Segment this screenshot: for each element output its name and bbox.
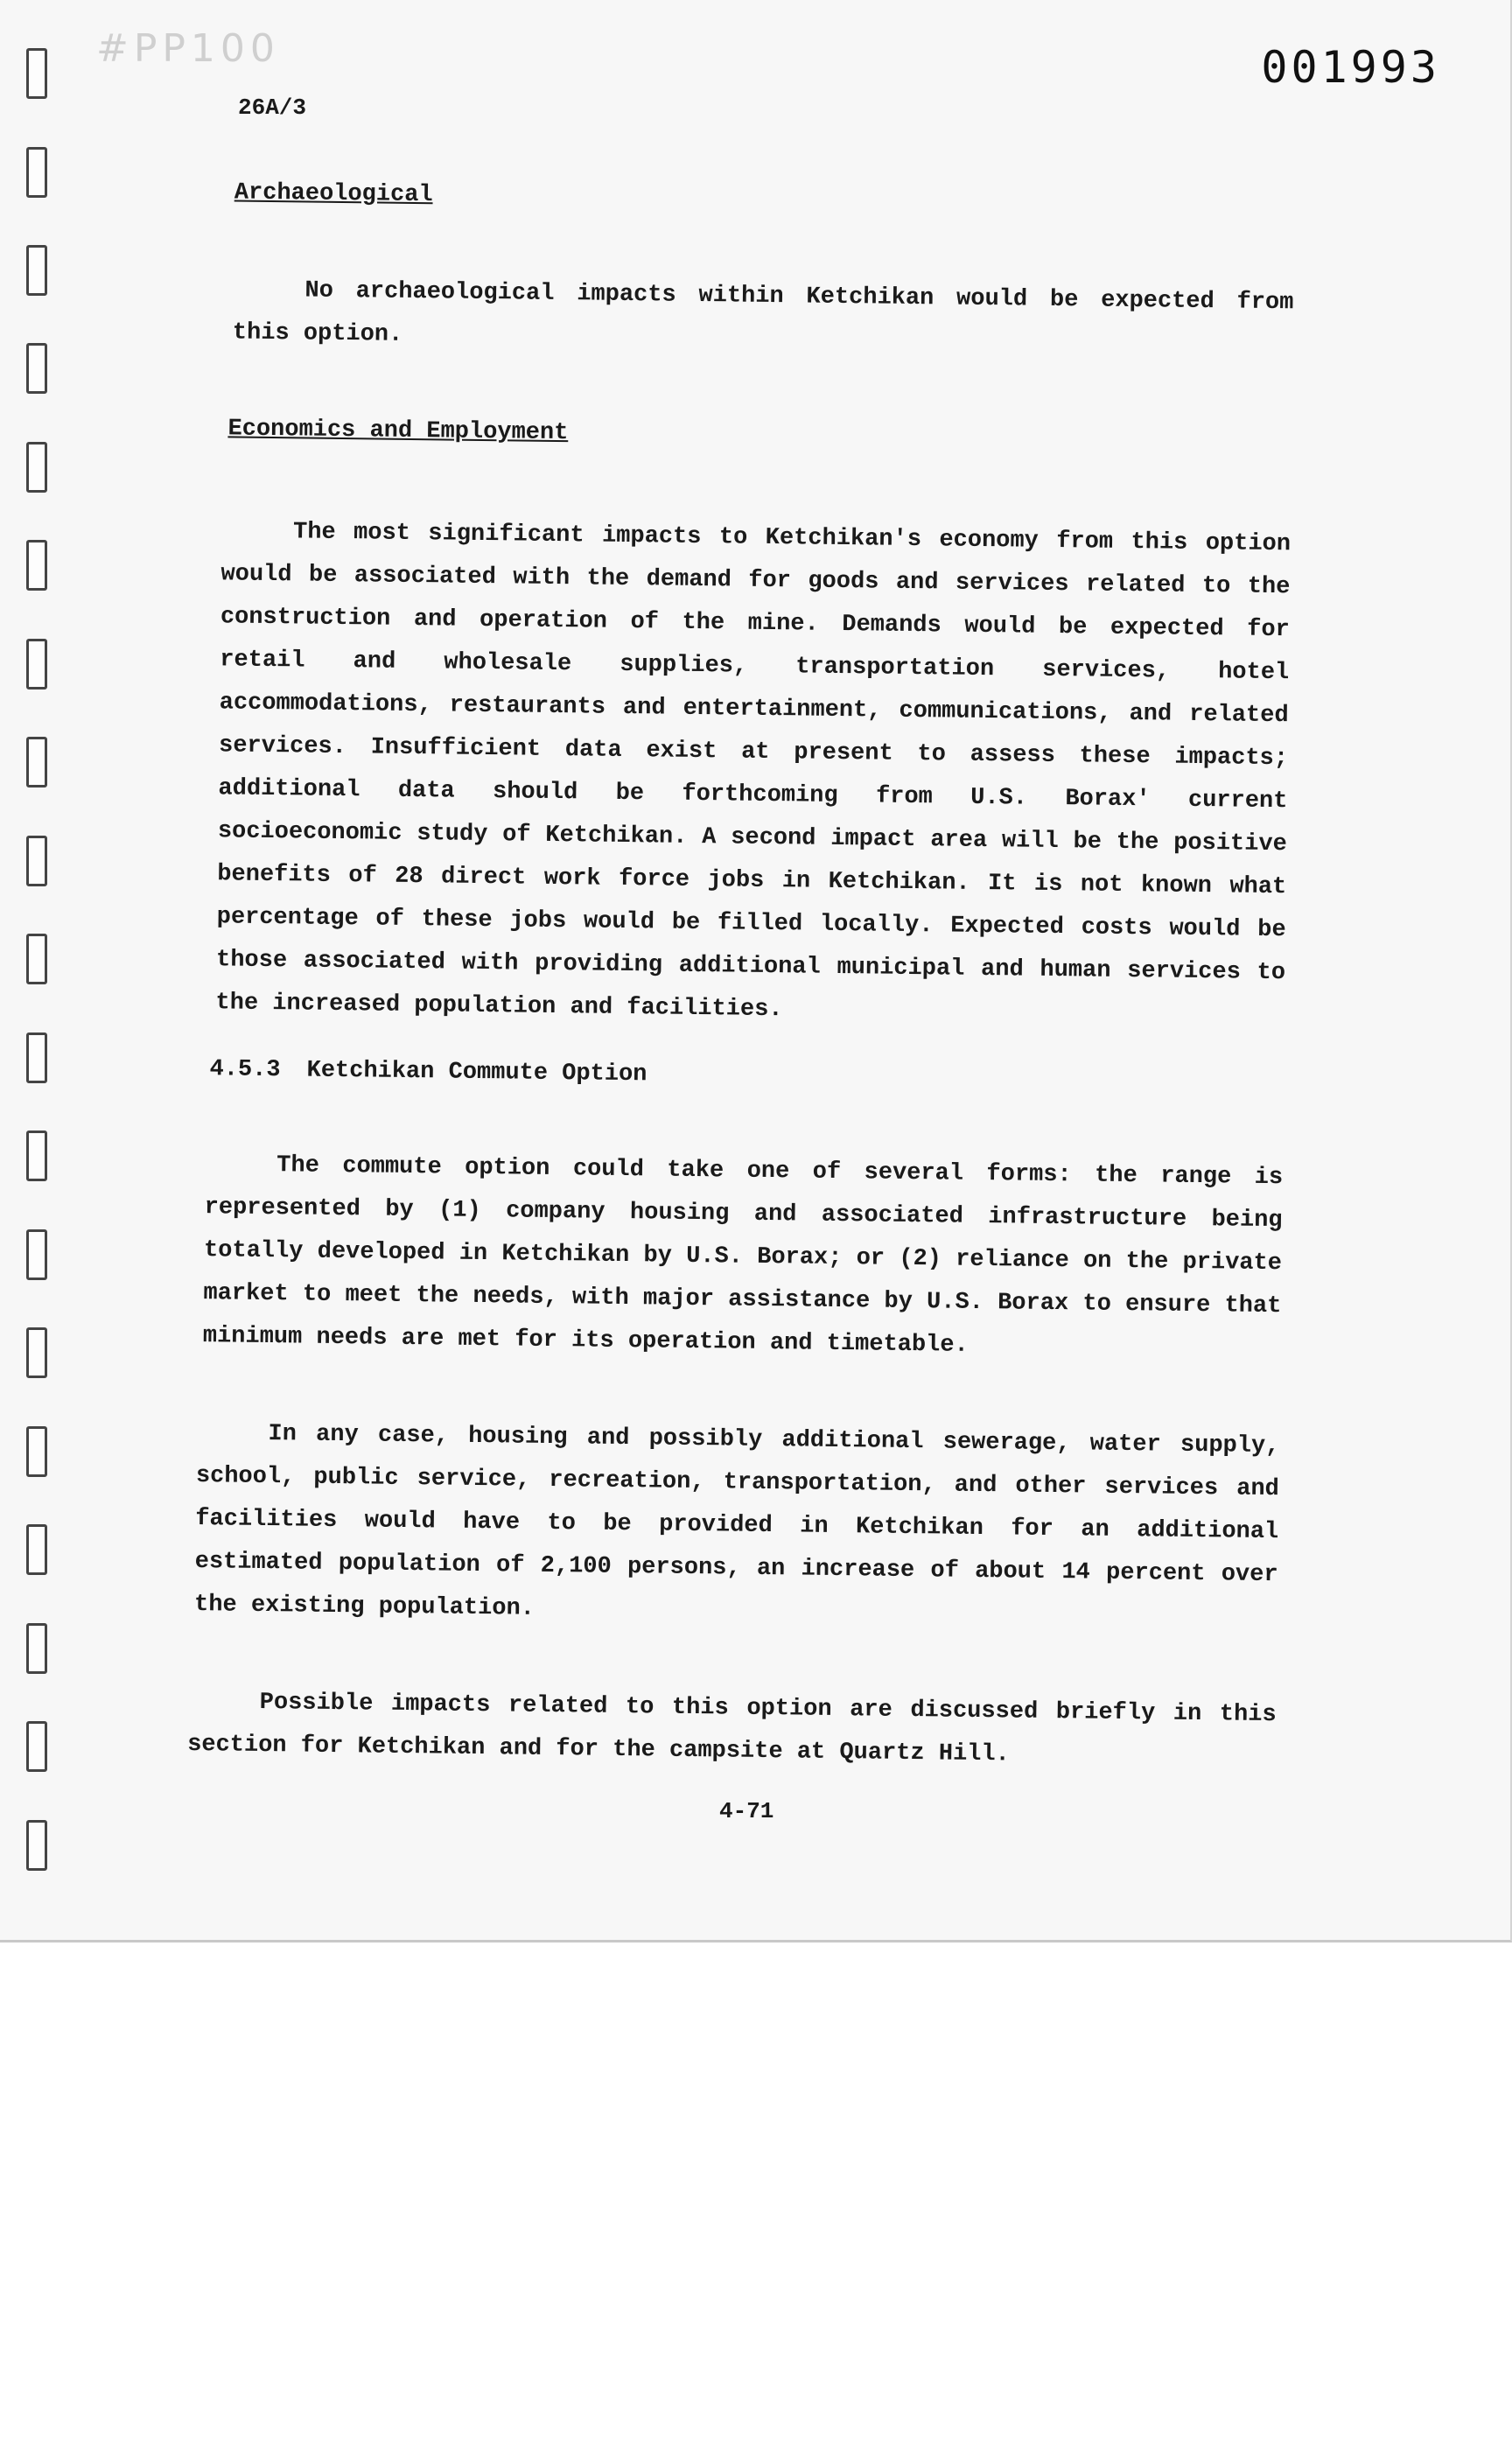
heading-economics-employment: Economics and Employment	[228, 416, 569, 447]
binder-hole	[26, 836, 47, 886]
section-title: Ketchikan Commute Option	[306, 1057, 648, 1088]
binder-hole	[26, 1229, 47, 1280]
section-heading-commute	[209, 1056, 1284, 1096]
paragraph-commute-forms: The commute option could take one of several forms: the range is represented by (1) company housing and associated infrastructure being totally developed in Ketchikan by U.S. Borax; or (2) reliance on the private market to meet the needs, with major assistance by U.S. Borax to ensure that minimum needs are met for its operation and timetable.	[202, 1152, 1284, 1359]
binder-hole	[26, 1820, 47, 1871]
binder-hole	[26, 147, 47, 198]
paragraph-economics: The most significant impacts to Ketchikan's economy from this option would be associated with the demand for goods and services related to the construction and operation of the mine. Demands would be expected for retail and wholesale supplies, transportation services, hotel accommodations, restaurants and entertainment, communications, and related services. Insufficient data exist at present to assess these impacts; additional data should be forthcoming from U.S. Borax' current socioeconomic study of Ketchikan. A second impact area will be the positive benefits of 28 direct work force jobs in Ketchikan. It is not known what percentage of these jobs would be filled locally. Expected costs would be those associated with providing additional municipal and human services to the increased population and facilities.	[215, 519, 1292, 1024]
document-number: 001993	[1261, 42, 1440, 93]
document-body	[180, 179, 1295, 1780]
section-number: 4.5.3	[209, 1056, 281, 1084]
binder-hole	[26, 1032, 47, 1083]
binder-hole	[26, 737, 47, 788]
page-identifier: 26A/3	[238, 94, 307, 121]
binder-hole	[26, 343, 47, 394]
binder-hole	[26, 934, 47, 984]
paragraph-commute-housing: In any case, housing and possibly additional sewerage, water supply, school, public service, recreation, transportation, and other services and facilities would have to be provided in Ketchikan for an additional estimated population of 2,100 persons, an increase of about 14 percent over the existing population.	[193, 1421, 1280, 1622]
binder-hole	[26, 245, 47, 296]
paragraph-commute-impacts: Possible impacts related to this option are discussed briefly in this section for Ketchikan and for the campsite at Quartz Hill.	[186, 1689, 1277, 1768]
binder-hole	[26, 639, 47, 690]
page-number: 4-71	[719, 1798, 774, 1824]
binder-hole	[26, 1721, 47, 1772]
binder-hole	[26, 540, 47, 591]
paragraph-archaeological: No archaeological impacts within Ketchikan would be expected from this option.	[232, 277, 1294, 348]
binder-hole	[26, 1524, 47, 1575]
binder-hole	[26, 1623, 47, 1674]
binder-hole	[26, 48, 47, 99]
heading-archaeological: Archaeological	[234, 179, 433, 209]
binder-hole	[26, 1130, 47, 1181]
binder-hole	[26, 1426, 47, 1477]
binder-hole	[26, 442, 47, 493]
faint-stamp: #PP100	[96, 26, 280, 71]
binder-hole	[26, 1327, 47, 1378]
